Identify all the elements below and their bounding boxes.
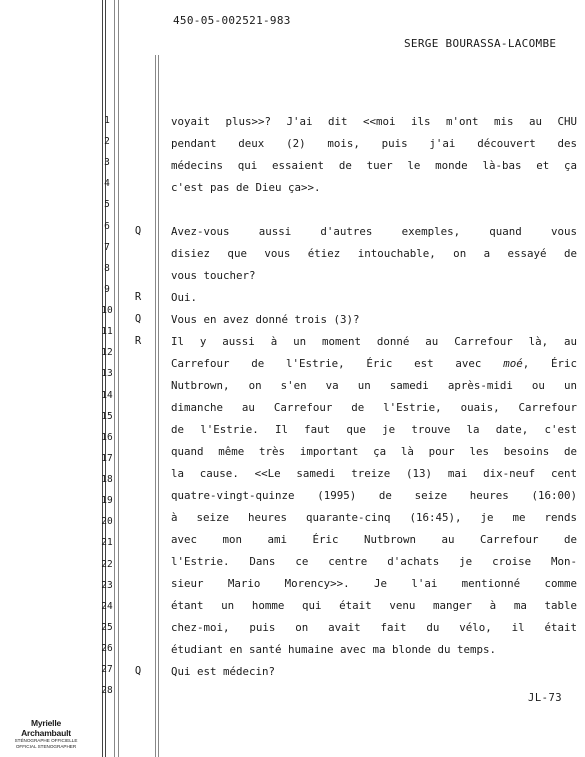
line-number: 1 xyxy=(104,115,110,126)
line-number: 15 xyxy=(101,410,113,422)
line-number: 16 xyxy=(101,431,113,443)
line-number: 10 xyxy=(101,305,113,317)
transcript-line: quatre-vingt-quinze (1995) de seize heures (16:00) xyxy=(171,489,577,502)
transcript-line: à seize heures quarante-cinq (16:45), je me rends xyxy=(171,511,577,524)
transcript-line: c'est pas de Dieu ça>>. xyxy=(171,181,321,194)
line-number: 6 xyxy=(104,220,110,232)
transcript-line: Il y aussi à un moment donné au Carrefour là, au xyxy=(171,335,577,348)
transcript-line: chez-moi, puis on avait fait du vélo, il était xyxy=(171,621,577,634)
transcript-line: sieur Mario Morency>>. Je l'ai mentionné comme xyxy=(171,577,577,590)
line-number: 14 xyxy=(101,389,113,401)
transcript-line: de l'Estrie. Il faut que je trouve la date, c'est xyxy=(171,423,577,436)
speaker-marker: R xyxy=(134,291,142,303)
line-number: 3 xyxy=(104,157,110,169)
line-number: 23 xyxy=(101,579,113,591)
transcript-line: étant un homme qui était venu manger à ma table xyxy=(171,599,577,612)
transcript-line: la cause. <<Le samedi treize (13) mai dix-neuf cent xyxy=(171,467,577,480)
line-number: 9 xyxy=(104,283,110,295)
transcript-line: étudiant en santé humaine avec ma blonde du temps. xyxy=(171,643,497,656)
line-number: 24 xyxy=(101,600,113,612)
line-number: 8 xyxy=(104,262,110,274)
stenographer-logo xyxy=(6,718,86,750)
transcript-line: avec mon ami Éric Nutbrown au Carrefour de xyxy=(171,533,577,546)
speaker-marker: R xyxy=(134,335,142,347)
line-number: 28 xyxy=(101,685,113,697)
line-number: 19 xyxy=(101,495,113,507)
line-number: 25 xyxy=(101,621,113,633)
transcript-line: l'Estrie. Dans ce centre d'achats je croise Mon- xyxy=(171,555,577,568)
transcript-line: disiez que vous étiez intouchable, on a essayé de xyxy=(171,247,577,260)
transcript-line: Oui. xyxy=(171,291,198,304)
transcript-line: Carrefour de l'Estrie, Éric est avec moé, Éric xyxy=(171,357,577,370)
logo-subtitle-fr: STÉNOGRAPHE OFFICIELLE xyxy=(14,738,78,743)
line-number: 17 xyxy=(101,452,113,464)
line-number: 5 xyxy=(104,199,110,211)
line-number: 22 xyxy=(101,558,113,570)
witness-name: SERGE BOURASSA-LACOMBE xyxy=(404,37,557,50)
line-number: 20 xyxy=(101,516,113,528)
line-number: 26 xyxy=(101,643,113,654)
line-number: 27 xyxy=(101,664,113,676)
speaker-marker: Q xyxy=(134,313,142,325)
logo-name: Myrielle Archambault xyxy=(21,718,71,738)
line-number: 7 xyxy=(104,241,110,253)
speaker-column-rule xyxy=(155,55,156,757)
transcript-line: médecins qui essaient de tuer le monde là-bas et ça xyxy=(171,159,577,172)
line-number: 4 xyxy=(104,178,110,190)
transcript-line: Qui est médecin? xyxy=(171,665,276,678)
speaker-marker: Q xyxy=(134,225,142,237)
logo-subtitle-en: OFFICIAL STENOGRAPHER xyxy=(15,744,77,749)
line-number: 12 xyxy=(101,347,113,359)
transcript-line: Avez-vous aussi d'autres exemples, quand vous xyxy=(171,225,577,238)
line-number: 13 xyxy=(101,368,113,380)
speaker-column-rule xyxy=(158,55,159,757)
line-number: 2 xyxy=(104,136,110,148)
line-number: 21 xyxy=(101,537,113,549)
transcript-line: pendant deux (2) mois, puis j'ai découvert des xyxy=(171,137,577,150)
transcript-line: Nutbrown, on s'en va un samedi après-midi ou un xyxy=(171,379,577,392)
line-number: 18 xyxy=(101,474,113,486)
transcript-line: dimanche au Carrefour de l'Estrie, ouais, Carrefour xyxy=(171,401,577,414)
page-number: JL-73 xyxy=(528,692,563,704)
transcript-line: quand même très important ça là pour les besoins de xyxy=(171,445,577,458)
docket-number: 450-05-002521-983 xyxy=(173,14,291,27)
transcript-line: vous toucher? xyxy=(171,269,256,282)
speaker-marker: Q xyxy=(134,665,142,677)
line-number: 11 xyxy=(101,326,113,338)
transcript-line: Vous en avez donné trois (3)? xyxy=(171,313,360,326)
transcript-line: voyait plus>>? J'ai dit <<moi ils m'ont mis au CHU xyxy=(171,115,577,128)
